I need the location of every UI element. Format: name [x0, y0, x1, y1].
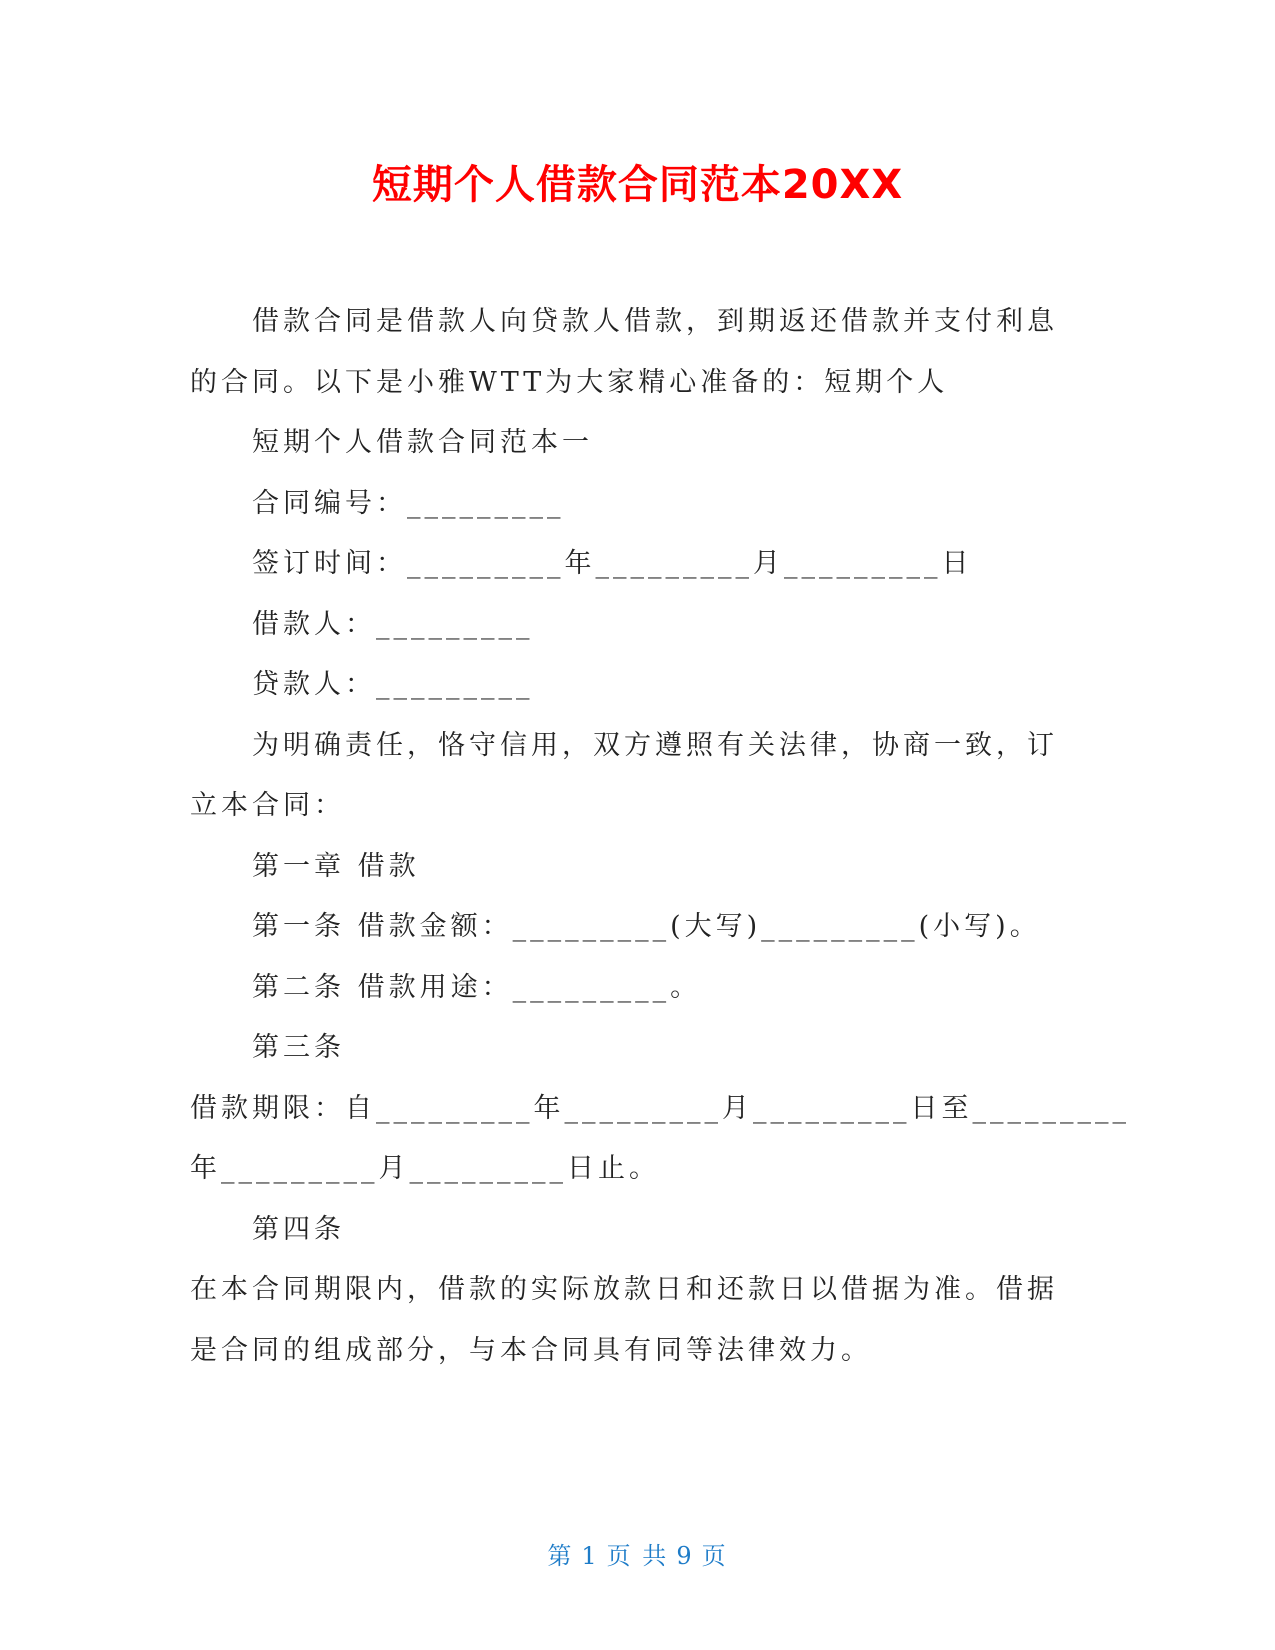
document-title: 短期个人借款合同范本20XX: [371, 162, 904, 208]
lender-line: 贷款人：_________: [252, 669, 534, 700]
borrower-line: 借款人：_________: [252, 608, 534, 640]
footer-middle: 页 共: [606, 1542, 669, 1570]
footer-total-pages: 9: [676, 1542, 694, 1570]
contract-number-line: 合同编号：_________: [252, 487, 565, 519]
footer-current-page: 1: [581, 1542, 599, 1570]
article-3-heading: 第三条: [252, 1032, 345, 1063]
article-4-line-1: 在本合同期限内，借款的实际放款日和还款日以借据为准。借据: [190, 1274, 1058, 1305]
article-4-line-2: 是合同的组成部分，与本合同具有同等法律效力。: [190, 1334, 872, 1366]
signing-date-line: 签订时间：_________年_________月_________日: [252, 548, 973, 579]
footer-suffix: 页: [701, 1542, 728, 1570]
article-1: 第一条 借款金额：_________(大写)_________(小写)。: [252, 911, 1041, 942]
preamble-line-1: 为明确责任，恪守信用，双方遵照有关法律，协商一致，订: [252, 729, 1058, 761]
article-3-line-2: 年_________月_________日止。: [190, 1153, 660, 1184]
page-footer: [0, 1541, 1275, 1571]
chapter-heading: 第一章 借款: [252, 850, 420, 882]
article-3-line-1: 借款期限：自_________年_________月_________日至_________: [190, 1092, 1130, 1124]
article-4-heading: 第四条: [252, 1213, 345, 1245]
paragraph-intro-line-1: 借款合同是借款人向贷款人借款，到期返还借款并支付利息: [252, 306, 1058, 337]
preamble-line-2: 立本合同：: [190, 790, 345, 821]
section-heading: 短期个人借款合同范本一: [252, 427, 593, 458]
footer-prefix: 第: [547, 1542, 574, 1570]
article-2: 第二条 借款用途：_________。: [252, 971, 702, 1003]
paragraph-intro-line-2: 的合同。以下是小雅WTT为大家精心准备的：短期个人: [190, 366, 949, 398]
document-body: [190, 292, 1130, 1381]
